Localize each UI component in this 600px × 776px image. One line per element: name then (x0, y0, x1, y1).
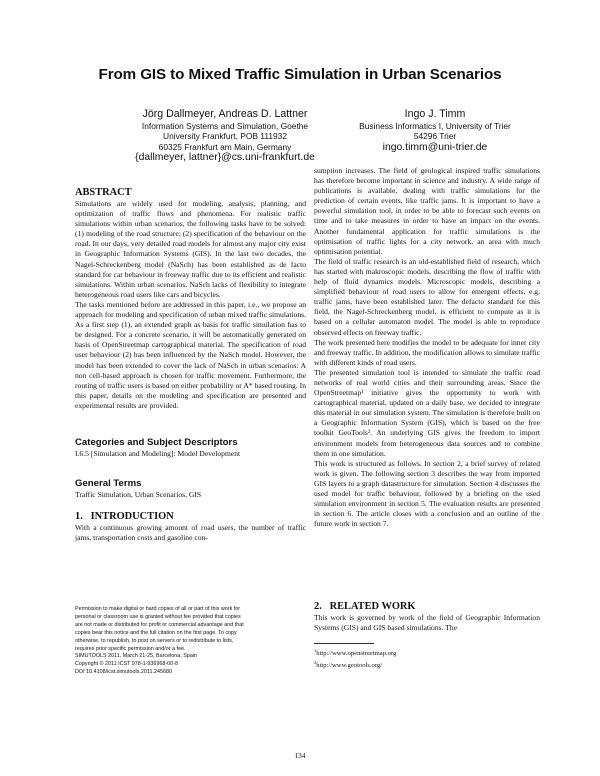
author-affiliation-line: University Frankfurt, POB 111932 (163, 131, 287, 142)
permission-line: personal or classroom use is granted without fee provided that copies (75, 613, 241, 620)
footnote-mark: 2 (314, 660, 317, 666)
body-paragraph: This work is structured as follows. In section 2, a brief survey of related work is given. The following section 3 describes the way from imported GIS layers to a graph datastructure for simulation. Section 4 discusses the used model for traffic behaviour, followed by a briefing on the used simulation environment in section 5. The evaluation results are presented in section 6. The article closes with a conclusion and an outline of the future work in section 7. (314, 458, 540, 529)
introduction-heading: 1. INTRODUCTION (75, 511, 174, 522)
body-paragraph: The presented simulation tool is intended to simulate the traffic road networks of real world cities and their surrounding areas. Since the OpenStreetmap¹ initiative gives the opportunity to work with cartographical material, updated on a daily base, we decided to integrate this material in our simulation system. The simulation is therefore built on a Geographic Information System (GIS), which is based on the free toolkit GeoTools². An underlying GIS gives the freedom to import environment models from heterogeneous data sources and to combine them in one simulation. (314, 367, 540, 458)
body-paragraph: The work presented here modifies the model to be adequate for inner city and freeway traffic. In addition, the modification allows to simulate traffic with different kinds of road users. (314, 337, 540, 367)
body-paragraph: The field of traffic research is an old-established field of research, which has started with makroscopic models, describing the flow of traffic with help of fluid dynamics models. Microscopic models, describing a simplified behaviour of road users to allow for emergent effects, e.g. traffic jams, have been established later. The defacto standard for this field, the Nagel-Schreckenberg model, is efficient to compute as it is based on a cellular automaton model. The model is able to reproduce observed effects on freeway traffic. (314, 256, 540, 337)
body-paragraph: sumption increases. The field of geological inspired traffic simulations has therefore become important in science and industry. A wide range of publications is available, dealing with traffic simulations for the prediction of certain events, like traffic jams. It is important to have a powerful simulation tool, in order to be able to forecast such events on time and to take measures in order to have an impact on the events. Another fundamental application for traffic simulations is the optimisation of traffic lights for a city network, an area with much optimisation potential. (314, 166, 540, 256)
author-affiliation-line: 54296 Trier (413, 131, 457, 142)
related-work-section (314, 600, 540, 633)
permission-line: requires prior specific permission and/or a fee. (75, 645, 186, 652)
permission-line: DOI 10.4108/icst.simutools.2011.245680 (75, 669, 172, 676)
footnote-link[interactable]: http://www.geotools.org/ (316, 662, 383, 670)
page-number: 134 (294, 751, 306, 760)
footnote-link[interactable]: http://www.openstreetmap.org (316, 650, 397, 658)
footnote (314, 658, 540, 670)
abstract-paragraph: The tasks mentioned before are addressed in this paper, i.e., we propose an approach for modeling and specification of urban mixed traffic simulations. As a first step (1), an extended graph as basis for traffic simulation has to be designed. For a concrete scenario, it will be automatically generated on basis of OpenStreetmap cartographical material. The specification of road user behaviour (2) has been influenced by the NaSch model. However, the model has been extended to cover the lack of NaSch in urban scenarios: A non cell-based approach is chosen for traffic movement. Furthermore, the routing of traffic users is based on either probability or A* based routing. In this paper, details on the modeling and specification are presented and experimental results are provided. (75, 299, 306, 410)
permission-line: Copyright © 2011 ICST 978-1-936968-00-8 (75, 661, 178, 668)
footnote-mark: 1 (314, 648, 317, 653)
general-terms-section (75, 478, 306, 500)
author-affiliation-line: Information Systems and Simulation, Goethe (141, 121, 309, 131)
related-work-text: This work is governed by work of the field of Geographic Information Systems (GIS) and GIS based simulations. The (314, 613, 540, 633)
general-terms-text: Traffic Simulation, Urban Scenarios, GIS (75, 490, 202, 499)
ccs-section (75, 437, 306, 459)
permission-line: Permission to make digital or hard copies of all or part of this work for (75, 606, 241, 612)
footnote-rule (314, 643, 374, 644)
author-block-1 (120, 108, 330, 164)
related-work-heading: 2. RELATED WORK (314, 601, 416, 612)
author-affiliation-line: 60325 Frankfurt am Main, Germany (158, 141, 292, 152)
introduction-section (75, 510, 306, 543)
author-block-2 (335, 108, 535, 154)
permission-line: SIMUTOOLS 2011, March 21-25, Barcelona, Spain (75, 653, 198, 660)
ccs-heading: Categories and Subject Descriptors (75, 437, 238, 448)
right-column-body (314, 166, 540, 529)
footnote (314, 646, 540, 658)
abstract-section (75, 186, 306, 411)
author-email: {dallmeyer, lattner}@cs.uni-frankfurt.de (135, 151, 315, 163)
author-names: Ingo J. Timm (404, 108, 466, 120)
abstract-paragraph: Simulations are widely used for modeling, analysis, planning, and optimization of traffic flows and phenomena. For realistic traffic simulations within urban scenarios, the following tasks have to be solved: (1) modeling of the road structure; (2) specification of the behaviour on the road. In our days, very detailed road models for almost any major city exist in Geographic Information Systems (GIS). In the last two decades, the Nagel-Schreckenberg model (NaSch) has been established as de facto standard for car behaviour in freeway traffic due to its efficient and realistic simulations. Within urban scenarios, NaSch lacks of flexibility to integrate heterogeneous road users like cars and bicycles. (75, 199, 306, 299)
footnotes (314, 646, 540, 670)
author-names: Jörg Dallmeyer, Andreas D. Lattner (142, 108, 308, 120)
ccs-text: I.6.5 [Simulation and Modeling]: Model Development (75, 449, 241, 458)
abstract-heading: ABSTRACT (75, 187, 132, 198)
introduction-text: With a continuous growing amount of road users, the number of traffic jams, transportation costs and gasoline con- (75, 523, 306, 543)
permission-line: otherwise, to republish, to post on servers or to redistribute to lists, (75, 637, 234, 644)
permission-notice (75, 606, 306, 677)
permission-line: copies bear this notice and the full citation on the first page. To copy (75, 629, 237, 636)
paper-title: From GIS to Mixed Traffic Simulation in Urban Scenarios (98, 66, 502, 83)
author-affiliation-line: Business Informatics I, University of Trier (359, 121, 511, 131)
general-terms-heading: General Terms (75, 478, 142, 489)
permission-line: are not made or distributed for profit or commercial advantage and that (75, 621, 244, 628)
author-email: ingo.timm@uni-trier.de (382, 141, 488, 153)
